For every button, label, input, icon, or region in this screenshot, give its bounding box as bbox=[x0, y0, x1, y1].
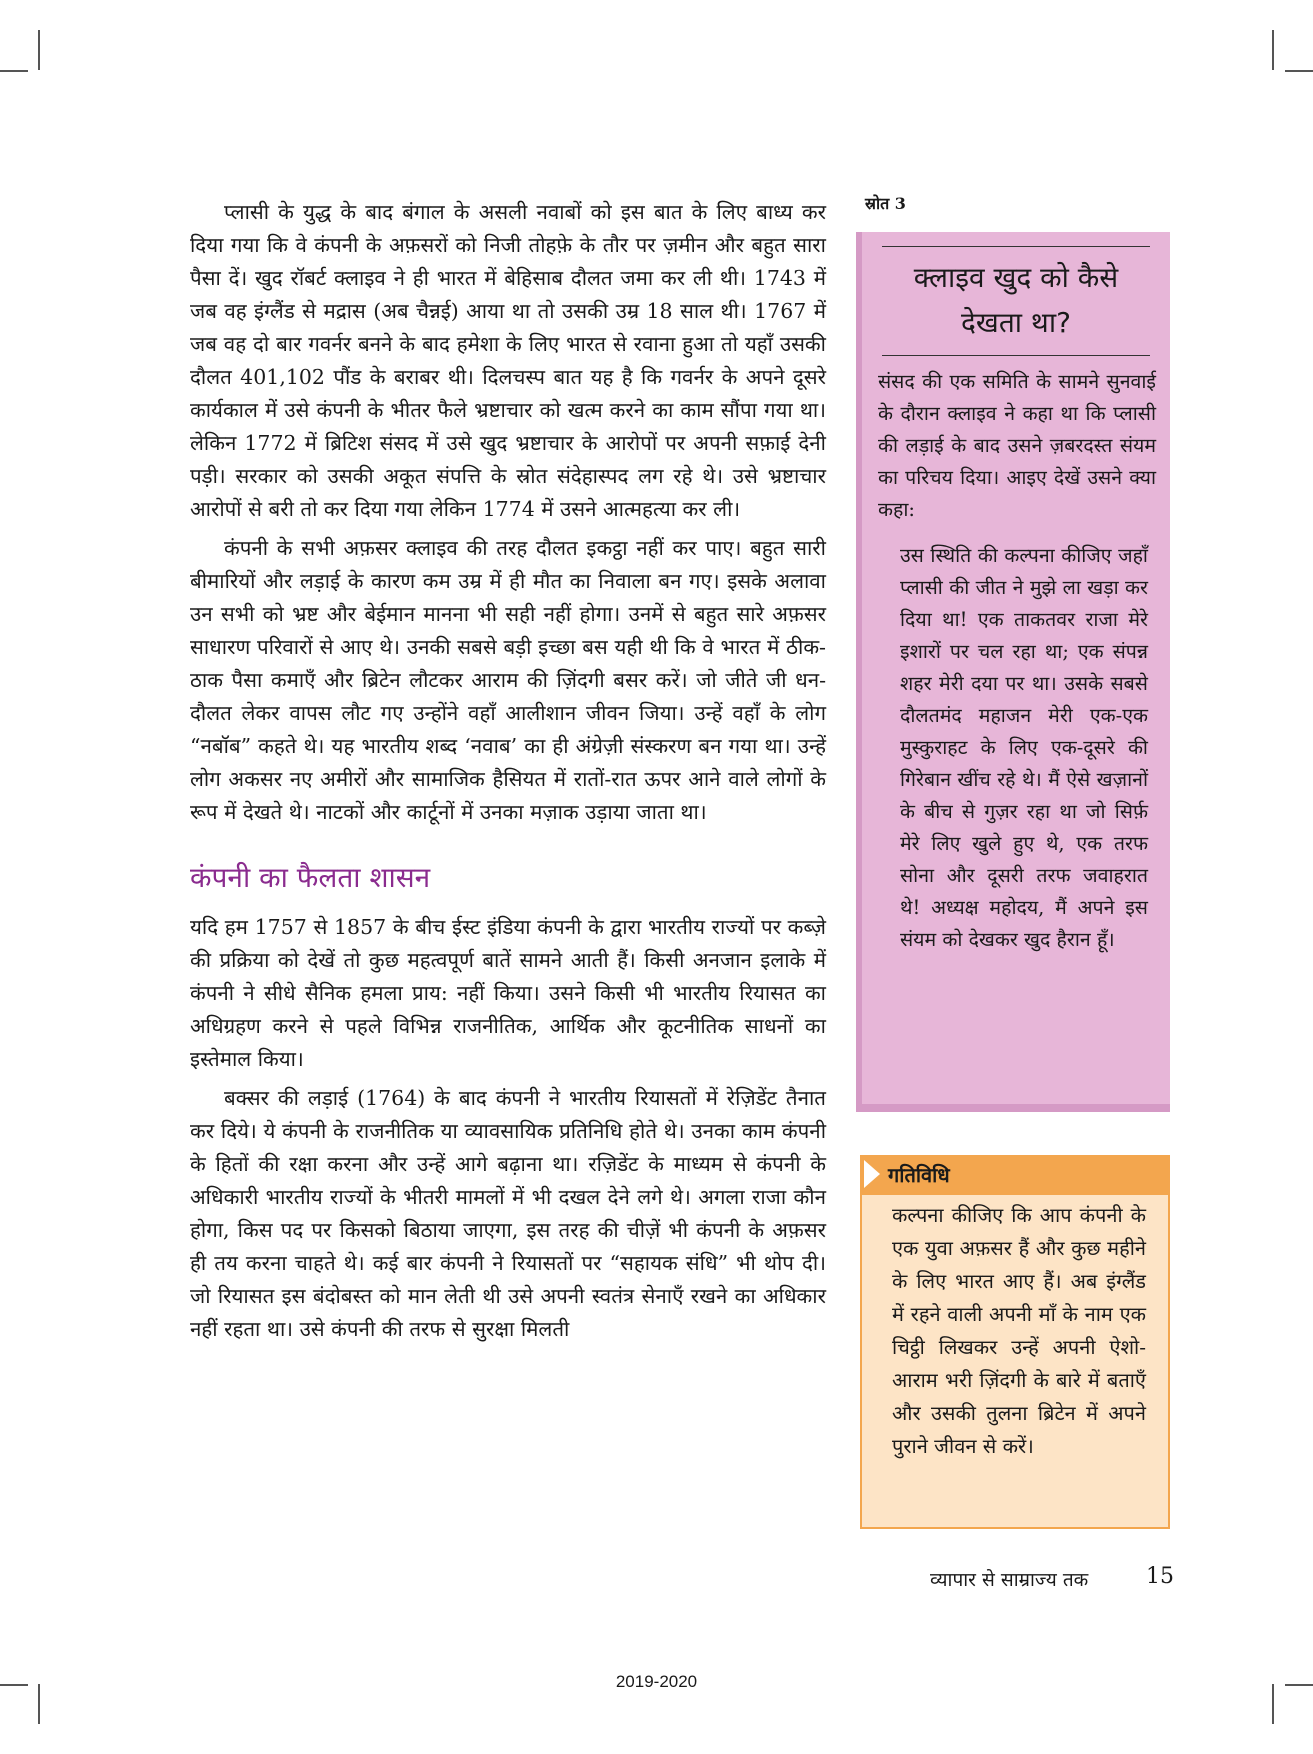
crop-mark bbox=[1272, 30, 1274, 70]
activity-box: कल्पना कीजिए कि आप कंपनी के एक युवा अफ़सर हैं और कुछ महीने के लिए भारत आए हैं। अब इंग्लैंड में रहने वाली अपनी माँ के नाम एक चिट्ठी लिखकर उन्हें अपनी ऐशो-आराम भरी ज़िंदगी के बारे में बताएँ और उसकी तुलना ब्रिटेन में अपने पुराने जीवन से करें। bbox=[860, 1193, 1170, 1529]
activity-header bbox=[860, 1155, 1170, 1193]
activity-title: गतिविधि bbox=[888, 1162, 950, 1187]
crop-mark bbox=[0, 70, 28, 72]
source-title: क्लाइव खुद को कैसे देखता था? bbox=[882, 246, 1150, 356]
body-paragraph: प्लासी के युद्ध के बाद बंगाल के असली नवाबों को इस बात के लिए बाध्य कर दिया गया कि वे कंपनी के अफ़सरों को निजी तोहफ़े के तौर पर ज़मीन और बहुत सारा पैसा दें। खुद रॉबर्ट क्लाइव ने ही भारत में बेहिसाब दौलत जमा कर ली थी। 1743 में जब वह इंग्लैंड से मद्रास (अब चैन्नई) आया था तो उसकी उम्र 18 साल थी। 1767 में जब वह दो बार गवर्नर बनने के बाद हमेशा के लिए भारत से रवाना हुआ तो यहाँ उसकी दौलत 401,102 पौंड के बराबर थी। दिलचस्प बात यह है कि गवर्नर के अपने दूसरे कार्यकाल में उसे कंपनी के भीतर फैले भ्रष्टाचार को खत्म करने का काम सौंपा गया था। लेकिन 1772 में ब्रिटिश संसद में उसे खुद भ्रष्टाचार के आरोपों पर अपनी सफ़ाई देनी पड़ी। सरकार को उसकी अकूत संपत्ति के स्रोत संदेहास्पद लग रहे थे। उसे भ्रष्टाचार आरोपों से बरी तो कर दिया गया लेकिन 1774 में उसने आत्महत्या कर ली। bbox=[190, 200, 826, 521]
source-intro: संसद की एक समिति के सामने सुनवाई के दौरान क्लाइव ने कहा था कि प्लासी की लड़ाई के बाद उसने ज़बरदस्त संयम का परिचय दिया। आइए देखें उसने क्या कहा: bbox=[878, 370, 1156, 521]
body-paragraph: यदि हम 1757 से 1857 के बीच ईस्ट इंडिया कंपनी के द्वारा भारतीय राज्यों पर कब्ज़े की प्रक्रिया को देखें तो कुछ महत्वपूर्ण बातें सामने आती हैं। किसी अनजान इलाके में कंपनी ने सीधे सैनिक हमला प्राय: नहीं किया। उसने किसी भी भारतीय रियासत का अधिग्रहण करने से पहले विभिन्न राजनीतिक, आर्थिक और कूटनीतिक साधनों का इस्तेमाल किया। bbox=[190, 915, 826, 1071]
body-paragraph: बक्सर की लड़ाई (1764) के बाद कंपनी ने भारतीय रियासतों में रेज़िडेंट तैनात कर दिये। ये कंपनी के राजनीतिक या व्यावसायिक प्रतिनिधि होते थे। उनका काम कंपनी के हितों की रक्षा करना और उन्हें आगे बढ़ाना था। रज़िडेंट के माध्यम से कंपनी के अधिकारी भारतीय राज्यों के भीतरी मामलों में भी दखल देने लगे थे। अगला राजा कौन होगा, किस पद पर किसको बिठाया जाएगा, इस तरह की चीज़ें भी कंपनी के अफ़सर ही तय करना चाहते थे। कई बार कंपनी ने रियासतों पर “सहायक संधि” भी थोप दी। जो रियासत इस बंदोबस्त को मान लेती थी उसे अपनी स्वतंत्र सेनाएँ रखने का अधिकार नहीं रहता था। उसे कंपनी की तरफ से सुरक्षा मिलती bbox=[190, 1086, 826, 1341]
arrow-icon bbox=[864, 1160, 880, 1188]
crop-mark bbox=[1285, 70, 1313, 72]
source-quote: उस स्थिति की कल्पना कीजिए जहाँ प्लासी की जीत ने मुझे ला खड़ा कर दिया था! एक ताकतवर राजा मेरे इशारों पर चल रहा था; एक संपन्न शहर मेरी दया पर था। उसके सबसे दौलतमंद महाजन मेरी एक-एक मुस्कुराहट के लिए एक-दूसरे की गिरेबान खींच रहे थे। मैं ऐसे खज़ानों के बीच से गुज़र रहा था जो सिर्फ़ मेरे लिए खुले हुए थे, एक तरफ सोना और दूसरी तरफ जवाहरात थे! अध्यक्ष महोदय, मैं अपने इस संयम को देखकर खुद हैरान हूँ। bbox=[900, 544, 1148, 951]
running-title: व्यापार से साम्राज्य तक bbox=[930, 1569, 1089, 1591]
source-box bbox=[856, 232, 1170, 1112]
main-text-column bbox=[190, 196, 826, 1352]
page-number: 15 bbox=[1146, 1564, 1174, 1589]
body-paragraph: कंपनी के सभी अफ़सर क्लाइव की तरह दौलत इकट्ठा नहीं कर पाए। बहुत सारी बीमारियों और लड़ाई के कारण कम उम्र में ही मौत का निवाला बन गए। इसके अलावा उन सभी को भ्रष्ट और बेईमान मानना भी सही नहीं होगा। उनमें से बहुत सारे अफ़सर साधारण परिवारों से आए थे। उनकी सबसे बड़ी इच्छा बस यही थी कि वे भारत में ठीक-ठाक पैसा कमाएँ और ब्रिटेन लौटकर आराम की ज़िंदगी बसर करें। जो जीते जी धन-दौलत लेकर वापस लौट गए उन्होंने वहाँ आलीशान जीवन जिया। उन्हें वहाँ के लोग “नबॉब” कहते थे। यह भारतीय शब्द ‘नवाब’ का ही अंग्रेज़ी संस्करण बन गया था। उन्हें लोग अकसर नए अमीरों और सामाजिक हैसियत में रातों-रात ऊपर आने वाले लोगों के रूप में देखते थे। नाटकों और कार्टूनों में उनका मज़ाक उड़ाया जाता था। bbox=[190, 536, 826, 824]
edition-year: 2019-2020 bbox=[615, 1672, 698, 1691]
source-label: स्रोत 3 bbox=[865, 194, 906, 213]
crop-mark bbox=[38, 30, 40, 70]
section-heading: कंपनी का फैलता शासन bbox=[190, 861, 431, 894]
